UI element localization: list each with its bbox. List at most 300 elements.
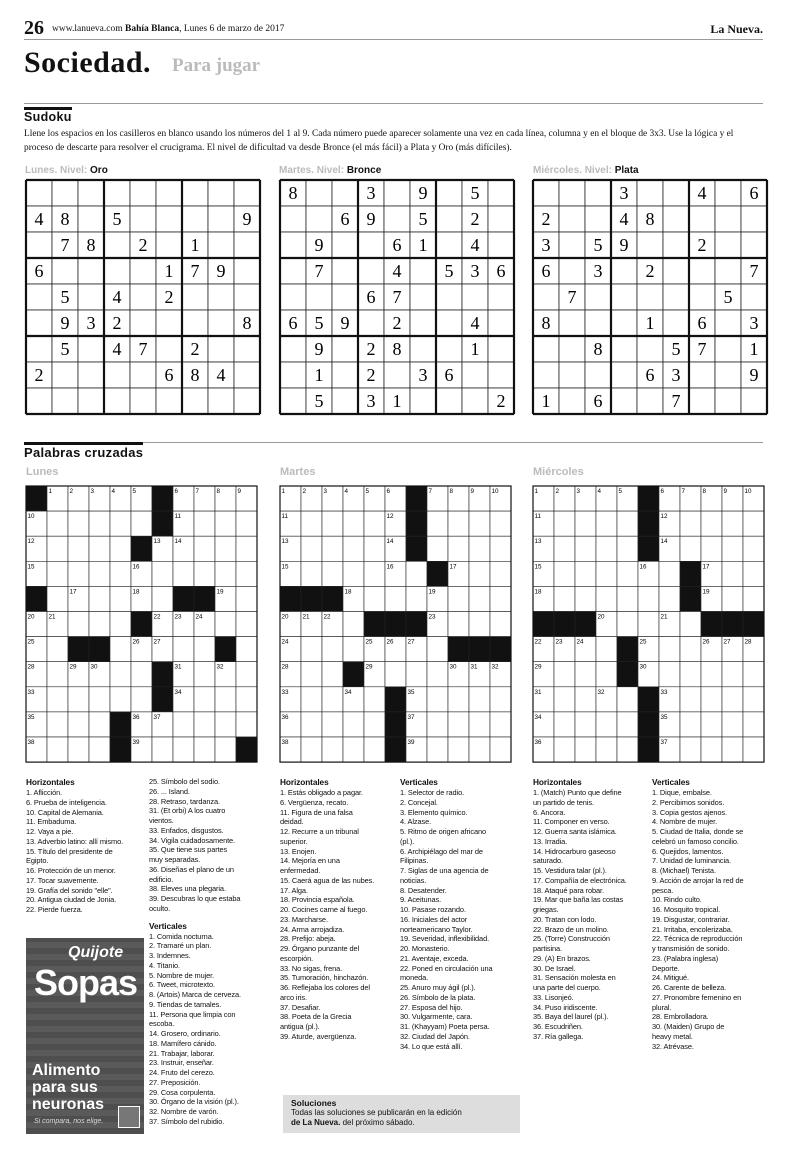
crossword-cell[interactable] (469, 612, 490, 637)
crossword-cell[interactable] (110, 511, 131, 536)
sudoku-cell[interactable] (26, 180, 52, 206)
sudoku-cell[interactable] (559, 180, 585, 206)
crossword-cell[interactable] (236, 536, 257, 561)
crossword-cell[interactable] (89, 511, 110, 536)
sudoku-cell[interactable] (26, 388, 52, 414)
sudoku-cell[interactable] (234, 362, 260, 388)
sudoku-cell[interactable] (234, 336, 260, 362)
crossword-cell[interactable] (343, 737, 364, 762)
crossword-cell[interactable] (68, 612, 89, 637)
crossword-cell[interactable] (722, 662, 743, 687)
crossword-cell[interactable] (131, 662, 152, 687)
crossword-cell[interactable] (215, 561, 236, 586)
sudoku-cell[interactable] (182, 284, 208, 310)
crossword-cell[interactable] (722, 561, 743, 586)
crossword-cell[interactable] (110, 586, 131, 611)
crossword-cell[interactable] (173, 637, 194, 662)
crossword-cell[interactable] (110, 612, 131, 637)
sudoku-cell[interactable] (234, 388, 260, 414)
crossword-cell[interactable] (680, 637, 701, 662)
sudoku-cell[interactable] (332, 258, 358, 284)
crossword-cell[interactable] (575, 511, 596, 536)
crossword-cell[interactable] (322, 561, 343, 586)
crossword-cell[interactable] (596, 511, 617, 536)
sudoku-cell[interactable] (130, 180, 156, 206)
sudoku-cell[interactable] (208, 180, 234, 206)
crossword-cell[interactable] (215, 737, 236, 762)
crossword-cell[interactable] (701, 536, 722, 561)
crossword-cell[interactable] (47, 737, 68, 762)
quijote-sopas-ad[interactable] (26, 938, 144, 1134)
crossword-cell[interactable] (173, 712, 194, 737)
sudoku-cell[interactable] (104, 232, 130, 258)
crossword-cell[interactable] (469, 536, 490, 561)
crossword-cell[interactable] (575, 561, 596, 586)
sudoku-cell[interactable] (280, 388, 306, 414)
sudoku-cell[interactable] (663, 180, 689, 206)
crossword-cell[interactable] (575, 712, 596, 737)
crossword-cell[interactable] (89, 561, 110, 586)
sudoku-cell[interactable] (130, 362, 156, 388)
crossword-cell[interactable] (701, 662, 722, 687)
sudoku-cell[interactable] (156, 388, 182, 414)
sudoku-cell[interactable] (585, 206, 611, 232)
crossword-cell[interactable] (68, 511, 89, 536)
crossword-cell[interactable] (596, 712, 617, 737)
crossword-cell[interactable] (617, 561, 638, 586)
crossword-cell[interactable] (68, 687, 89, 712)
crossword-cell[interactable] (743, 737, 764, 762)
crossword-cell[interactable] (469, 511, 490, 536)
crossword-cell[interactable] (236, 586, 257, 611)
crossword-cell[interactable] (448, 612, 469, 637)
crossword-cell[interactable] (448, 737, 469, 762)
crossword-cell[interactable] (575, 687, 596, 712)
crossword-cell[interactable] (680, 612, 701, 637)
sudoku-cell[interactable] (358, 258, 384, 284)
crossword-grid-2[interactable] (280, 486, 511, 762)
crossword-cell[interactable] (490, 712, 511, 737)
crossword-cell[interactable] (47, 586, 68, 611)
crossword-cell[interactable] (68, 536, 89, 561)
sudoku-cell[interactable] (611, 310, 637, 336)
crossword-cell[interactable] (722, 536, 743, 561)
crossword-cell[interactable] (301, 561, 322, 586)
crossword-cell[interactable] (490, 612, 511, 637)
sudoku-cell[interactable] (52, 388, 78, 414)
sudoku-cell[interactable] (280, 336, 306, 362)
crossword-cell[interactable] (596, 586, 617, 611)
crossword-cell[interactable] (490, 687, 511, 712)
sudoku-cell[interactable] (156, 180, 182, 206)
crossword-cell[interactable] (301, 662, 322, 687)
sudoku-cell[interactable] (585, 180, 611, 206)
sudoku-cell[interactable] (26, 284, 52, 310)
crossword-cell[interactable] (236, 561, 257, 586)
sudoku-cell[interactable] (637, 336, 663, 362)
crossword-cell[interactable] (427, 662, 448, 687)
crossword-cell[interactable] (322, 712, 343, 737)
crossword-cell[interactable] (194, 662, 215, 687)
crossword-cell[interactable] (47, 561, 68, 586)
crossword-cell[interactable] (47, 687, 68, 712)
crossword-cell[interactable] (469, 586, 490, 611)
sudoku-cell[interactable] (208, 206, 234, 232)
crossword-cell[interactable] (364, 712, 385, 737)
sudoku-cell[interactable] (410, 284, 436, 310)
crossword-cell[interactable] (743, 687, 764, 712)
sudoku-cell[interactable] (585, 284, 611, 310)
crossword-cell[interactable] (406, 586, 427, 611)
sudoku-cell[interactable] (280, 362, 306, 388)
sudoku-cell[interactable] (462, 388, 488, 414)
sudoku-cell[interactable] (208, 388, 234, 414)
crossword-cell[interactable] (427, 536, 448, 561)
sudoku-cell[interactable] (741, 388, 767, 414)
crossword-cell[interactable] (427, 511, 448, 536)
sudoku-cell[interactable] (436, 180, 462, 206)
sudoku-cell[interactable] (280, 284, 306, 310)
crossword-cell[interactable] (406, 561, 427, 586)
crossword-cell[interactable] (68, 561, 89, 586)
crossword-cell[interactable] (322, 536, 343, 561)
crossword-cell[interactable] (554, 561, 575, 586)
sudoku-cell[interactable] (358, 310, 384, 336)
crossword-cell[interactable] (47, 712, 68, 737)
sudoku-cell[interactable] (436, 310, 462, 336)
sudoku-cell[interactable] (559, 388, 585, 414)
crossword-cell[interactable] (575, 662, 596, 687)
sudoku-cell[interactable] (663, 258, 689, 284)
sudoku-grid-2[interactable] (280, 180, 514, 414)
crossword-cell[interactable] (638, 586, 659, 611)
sudoku-cell[interactable] (52, 362, 78, 388)
crossword-cell[interactable] (617, 687, 638, 712)
crossword-cell[interactable] (89, 586, 110, 611)
sudoku-cell[interactable] (78, 180, 104, 206)
sudoku-cell[interactable] (182, 388, 208, 414)
crossword-cell[interactable] (554, 662, 575, 687)
sudoku-cell[interactable] (715, 336, 741, 362)
sudoku-cell[interactable] (130, 206, 156, 232)
crossword-cell[interactable] (194, 712, 215, 737)
sudoku-cell[interactable] (559, 310, 585, 336)
sudoku-cell[interactable] (280, 206, 306, 232)
crossword-cell[interactable] (701, 737, 722, 762)
crossword-cell[interactable] (469, 712, 490, 737)
sudoku-cell[interactable] (332, 284, 358, 310)
crossword-cell[interactable] (68, 712, 89, 737)
crossword-cell[interactable] (47, 511, 68, 536)
crossword-cell[interactable] (215, 712, 236, 737)
crossword-cell[interactable] (490, 737, 511, 762)
crossword-cell[interactable] (364, 536, 385, 561)
sudoku-cell[interactable] (663, 206, 689, 232)
crossword-cell[interactable] (364, 561, 385, 586)
crossword-cell[interactable] (173, 561, 194, 586)
sudoku-cell[interactable] (637, 284, 663, 310)
crossword-cell[interactable] (701, 712, 722, 737)
crossword-cell[interactable] (427, 687, 448, 712)
sudoku-cell[interactable] (637, 388, 663, 414)
crossword-cell[interactable] (47, 637, 68, 662)
crossword-cell[interactable] (89, 612, 110, 637)
crossword-cell[interactable] (343, 712, 364, 737)
sudoku-cell[interactable] (585, 362, 611, 388)
crossword-cell[interactable] (322, 662, 343, 687)
crossword-cell[interactable] (322, 737, 343, 762)
sudoku-cell[interactable] (182, 180, 208, 206)
crossword-cell[interactable] (236, 662, 257, 687)
crossword-cell[interactable] (322, 687, 343, 712)
sudoku-grid-1[interactable] (26, 180, 260, 414)
sudoku-cell[interactable] (689, 362, 715, 388)
sudoku-cell[interactable] (637, 180, 663, 206)
sudoku-cell[interactable] (234, 232, 260, 258)
crossword-cell[interactable] (427, 737, 448, 762)
crossword-cell[interactable] (680, 511, 701, 536)
sudoku-cell[interactable] (332, 232, 358, 258)
crossword-cell[interactable] (448, 586, 469, 611)
crossword-cell[interactable] (68, 737, 89, 762)
sudoku-cell[interactable] (663, 310, 689, 336)
crossword-cell[interactable] (680, 536, 701, 561)
crossword-cell[interactable] (236, 612, 257, 637)
sudoku-cell[interactable] (663, 232, 689, 258)
sudoku-cell[interactable] (715, 206, 741, 232)
sudoku-cell[interactable] (208, 336, 234, 362)
sudoku-cell[interactable] (462, 284, 488, 310)
sudoku-cell[interactable] (410, 336, 436, 362)
sudoku-cell[interactable] (78, 258, 104, 284)
sudoku-cell[interactable] (533, 336, 559, 362)
sudoku-cell[interactable] (52, 180, 78, 206)
sudoku-cell[interactable] (410, 388, 436, 414)
crossword-cell[interactable] (448, 511, 469, 536)
sudoku-cell[interactable] (78, 284, 104, 310)
crossword-cell[interactable] (722, 712, 743, 737)
crossword-cell[interactable] (236, 637, 257, 662)
crossword-cell[interactable] (575, 737, 596, 762)
crossword-cell[interactable] (596, 637, 617, 662)
sudoku-cell[interactable] (130, 310, 156, 336)
crossword-cell[interactable] (554, 737, 575, 762)
crossword-cell[interactable] (680, 737, 701, 762)
crossword-cell[interactable] (554, 586, 575, 611)
sudoku-cell[interactable] (611, 258, 637, 284)
sudoku-cell[interactable] (436, 232, 462, 258)
sudoku-cell[interactable] (741, 232, 767, 258)
crossword-cell[interactable] (596, 561, 617, 586)
crossword-cell[interactable] (152, 586, 173, 611)
crossword-cell[interactable] (110, 561, 131, 586)
sudoku-cell[interactable] (234, 180, 260, 206)
crossword-cell[interactable] (743, 511, 764, 536)
crossword-cell[interactable] (743, 662, 764, 687)
sudoku-cell[interactable] (488, 362, 514, 388)
crossword-cell[interactable] (301, 737, 322, 762)
crossword-cell[interactable] (617, 586, 638, 611)
sudoku-cell[interactable] (436, 206, 462, 232)
crossword-cell[interactable] (638, 612, 659, 637)
crossword-cell[interactable] (173, 737, 194, 762)
crossword-cell[interactable] (343, 612, 364, 637)
crossword-cell[interactable] (490, 586, 511, 611)
sudoku-cell[interactable] (436, 284, 462, 310)
crossword-cell[interactable] (469, 737, 490, 762)
sudoku-cell[interactable] (78, 388, 104, 414)
crossword-cell[interactable] (722, 586, 743, 611)
crossword-cell[interactable] (680, 662, 701, 687)
sudoku-cell[interactable] (715, 388, 741, 414)
sudoku-cell[interactable] (78, 362, 104, 388)
crossword-cell[interactable] (215, 536, 236, 561)
crossword-cell[interactable] (194, 737, 215, 762)
sudoku-grid-3[interactable] (533, 180, 767, 414)
sudoku-cell[interactable] (208, 284, 234, 310)
crossword-cell[interactable] (343, 637, 364, 662)
sudoku-cell[interactable] (78, 206, 104, 232)
crossword-cell[interactable] (659, 662, 680, 687)
crossword-cell[interactable] (427, 712, 448, 737)
crossword-cell[interactable] (194, 637, 215, 662)
crossword-cell[interactable] (385, 662, 406, 687)
sudoku-cell[interactable] (104, 258, 130, 284)
sudoku-cell[interactable] (208, 310, 234, 336)
sudoku-cell[interactable] (741, 284, 767, 310)
crossword-cell[interactable] (617, 612, 638, 637)
crossword-cell[interactable] (131, 511, 152, 536)
sudoku-cell[interactable] (358, 232, 384, 258)
crossword-cell[interactable] (47, 536, 68, 561)
crossword-cell[interactable] (554, 511, 575, 536)
crossword-cell[interactable] (152, 561, 173, 586)
crossword-cell[interactable] (722, 737, 743, 762)
crossword-cell[interactable] (617, 737, 638, 762)
crossword-cell[interactable] (617, 712, 638, 737)
crossword-cell[interactable] (301, 687, 322, 712)
crossword-cell[interactable] (194, 561, 215, 586)
sudoku-cell[interactable] (462, 362, 488, 388)
sudoku-cell[interactable] (488, 206, 514, 232)
sudoku-cell[interactable] (715, 180, 741, 206)
crossword-cell[interactable] (364, 737, 385, 762)
sudoku-cell[interactable] (182, 206, 208, 232)
sudoku-cell[interactable] (156, 336, 182, 362)
crossword-cell[interactable] (215, 687, 236, 712)
sudoku-cell[interactable] (26, 232, 52, 258)
sudoku-cell[interactable] (26, 336, 52, 362)
crossword-cell[interactable] (575, 536, 596, 561)
crossword-cell[interactable] (343, 536, 364, 561)
crossword-cell[interactable] (322, 637, 343, 662)
sudoku-cell[interactable] (533, 284, 559, 310)
crossword-cell[interactable] (110, 687, 131, 712)
sudoku-cell[interactable] (234, 258, 260, 284)
sudoku-cell[interactable] (488, 310, 514, 336)
sudoku-cell[interactable] (585, 310, 611, 336)
crossword-cell[interactable] (152, 737, 173, 762)
sudoku-cell[interactable] (78, 336, 104, 362)
sudoku-cell[interactable] (306, 284, 332, 310)
sudoku-cell[interactable] (488, 180, 514, 206)
crossword-cell[interactable] (554, 687, 575, 712)
crossword-cell[interactable] (743, 586, 764, 611)
crossword-cell[interactable] (469, 687, 490, 712)
crossword-cell[interactable] (722, 687, 743, 712)
sudoku-cell[interactable] (611, 336, 637, 362)
crossword-cell[interactable] (617, 511, 638, 536)
sudoku-cell[interactable] (715, 310, 741, 336)
site-url[interactable]: www.lanueva.com (52, 24, 123, 34)
sudoku-cell[interactable] (559, 206, 585, 232)
sudoku-cell[interactable] (104, 180, 130, 206)
sudoku-cell[interactable] (715, 232, 741, 258)
sudoku-cell[interactable] (306, 206, 332, 232)
sudoku-cell[interactable] (130, 388, 156, 414)
crossword-cell[interactable] (215, 612, 236, 637)
sudoku-cell[interactable] (689, 284, 715, 310)
sudoku-cell[interactable] (130, 284, 156, 310)
crossword-cell[interactable] (343, 511, 364, 536)
crossword-cell[interactable] (617, 536, 638, 561)
crossword-cell[interactable] (385, 586, 406, 611)
sudoku-cell[interactable] (384, 206, 410, 232)
crossword-grid-1[interactable] (26, 486, 257, 762)
sudoku-cell[interactable] (280, 258, 306, 284)
sudoku-cell[interactable] (488, 336, 514, 362)
crossword-cell[interactable] (131, 687, 152, 712)
sudoku-cell[interactable] (104, 362, 130, 388)
sudoku-cell[interactable] (559, 258, 585, 284)
crossword-cell[interactable] (236, 712, 257, 737)
sudoku-cell[interactable] (637, 232, 663, 258)
crossword-cell[interactable] (701, 511, 722, 536)
crossword-cell[interactable] (680, 687, 701, 712)
crossword-cell[interactable] (554, 712, 575, 737)
sudoku-cell[interactable] (611, 362, 637, 388)
crossword-cell[interactable] (659, 561, 680, 586)
sudoku-cell[interactable] (156, 232, 182, 258)
sudoku-cell[interactable] (234, 284, 260, 310)
crossword-grid-3[interactable] (533, 486, 764, 762)
crossword-cell[interactable] (194, 536, 215, 561)
sudoku-cell[interactable] (332, 336, 358, 362)
sudoku-cell[interactable] (436, 336, 462, 362)
crossword-cell[interactable] (743, 561, 764, 586)
crossword-cell[interactable] (659, 586, 680, 611)
crossword-cell[interactable] (722, 511, 743, 536)
crossword-cell[interactable] (554, 536, 575, 561)
sudoku-cell[interactable] (384, 180, 410, 206)
crossword-cell[interactable] (490, 536, 511, 561)
crossword-cell[interactable] (89, 687, 110, 712)
sudoku-cell[interactable] (689, 388, 715, 414)
sudoku-cell[interactable] (715, 362, 741, 388)
crossword-cell[interactable] (322, 511, 343, 536)
sudoku-cell[interactable] (156, 206, 182, 232)
sudoku-cell[interactable] (611, 388, 637, 414)
crossword-cell[interactable] (110, 536, 131, 561)
crossword-cell[interactable] (743, 536, 764, 561)
sudoku-cell[interactable] (208, 232, 234, 258)
sudoku-cell[interactable] (332, 180, 358, 206)
crossword-cell[interactable] (659, 637, 680, 662)
sudoku-cell[interactable] (689, 258, 715, 284)
sudoku-cell[interactable] (332, 388, 358, 414)
sudoku-cell[interactable] (559, 362, 585, 388)
crossword-cell[interactable] (448, 712, 469, 737)
